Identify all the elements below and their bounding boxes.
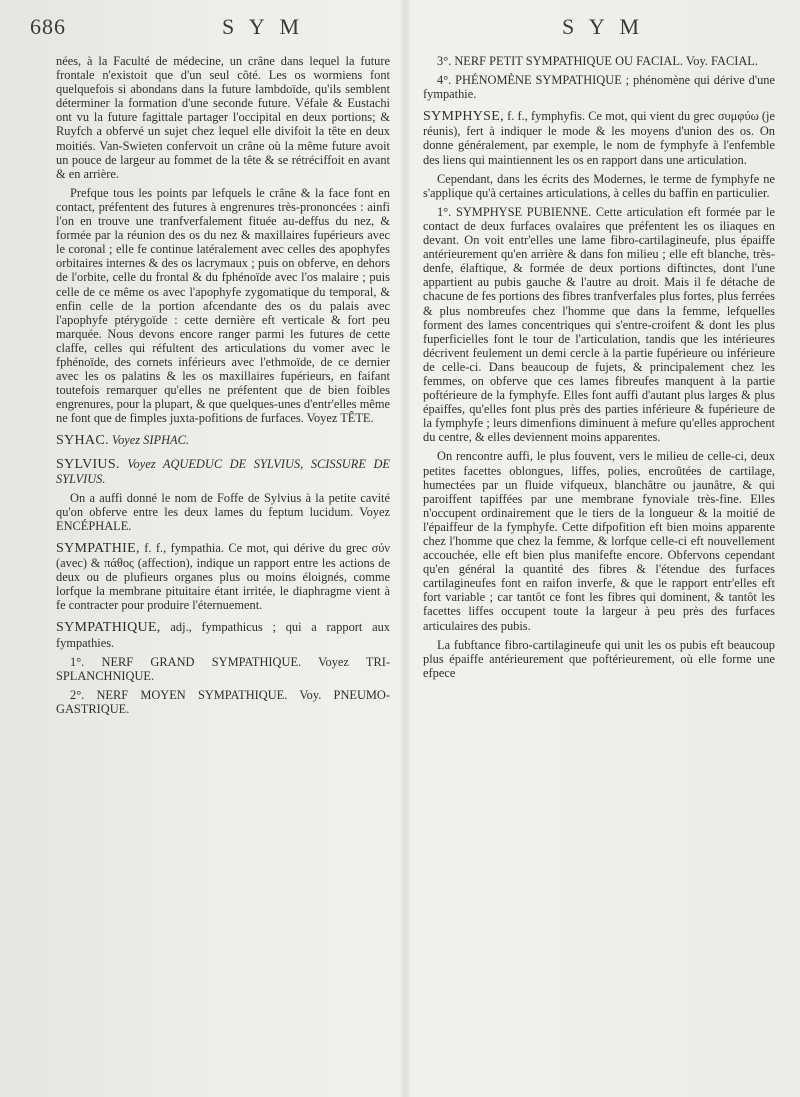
page-gutter-shadow (400, 0, 410, 1097)
symphyse-definition: f. f., fymphyfis. Ce mot, qui vient du grec συμφύω (je réunis), fert à indiquer le mode & les moyens d'union des os. On donne généralement, par exemple, le nom de fymphyfe à l'enfemble des liens qui maintiennent les os en rapport dans une articulation. (423, 109, 775, 167)
sympathique-definition: adj., fympathicus ; qui a rapport aux fympathies. (56, 620, 390, 650)
face-sutures-paragraph: Prefque tous les points par lefquels le crâne & la face font en contact, préfentent des futures à engrenures très-prononcées : ainfi l'on en trouve une tranfverfalement fituée au-deffus du nez, & formée par la réunion des os du nez & maxillaires fupérieurs avec le coronal ; elle fe continue latéralement avec celles des apophyfes orbitaires internes & des os lacrymaux ; puis on obferve, en dehors de l'orbite, celle du frontal & du fphénoïde avec l'os malaire ; puis celle de ce même os avec l'apophyfe zygomatique du temporal, & enfin celle de la portion afcendante des os du palais avec l'apophyfe ptérygoïde : cette dernière eft verticale & fort peu marquée. Nous devons encore ranger parmi les futures de cette claffe, celles qui réfultent des articulations du vomer avec le fphénoïde, des cornets inférieurs avec l'ethmoïde, de ce dernier avec les os palatins & les os maxillaires fupérieurs, en faifant toutefois remarquer qu'elles ne préfentent que de bien foibles engrenures, pour la plupart, & que quelques-unes d'entr'elles même ne font que de fimples juxta-pofitions de furfaces. Voyez TÊTE. (56, 185, 390, 426)
symphyse-moderns-paragraph: Cependant, dans les écrits des Modernes, le terme de fymphyfe ne s'applique qu'à certaines articulations, à celles du baffin en particulier. (423, 171, 775, 200)
page-number: 686 (30, 14, 66, 39)
sympathique-item-1: 1°. NERF GRAND SYMPATHIQUE. Voyez TRI-SPLANCHNIQUE. (56, 654, 390, 683)
sympathique-item-2: 2°. NERF MOYEN SYMPATHIQUE. Voy. PNEUMO-GASTRIQUE. (56, 687, 390, 716)
headword-syhac: SYHAC. (56, 433, 109, 449)
sympathique-item-3: 3°. NERF PETIT SYMPATHIQUE OU FACIAL. Voy. FACIAL. (437, 54, 758, 68)
right-column (423, 54, 775, 685)
symphyse-facettes-paragraph: On rencontre auffi, le plus fouvent, vers le milieu de celle-ci, deux petites facettes oblongues, liffes, polies, encroûtées de cartilage, humectées par un fluide vifqueux, blanchâtre ou jaunâtre, & qui paroiffent tapiffées par une membrane fynoviale très-fine. Elles n'occupent ordinairement que le tiers de la longueur & la moitié de l'épaiffeur de la fymphyfe. Cette difpofition eft bien moins apparente chez l'homme que chez la femme, & lorfque celle-ci eft nouvellement accouchée, elle eft bien plus manifefte encore. Obfervons cependant qu'en général la quantité des fibres & l'étendue des furfaces cartilagineufes font en raifon inverfe, & que le rapport entr'elles eft fort variable ; car tantôt ce font les fibres qui dominent, & tantôt les facettes liffes occupent toute la largeur à peu près des furfaces articulaires des pubis. (423, 449, 775, 633)
running-head-left: S Y M (222, 14, 305, 39)
headword-sylvius: SYLVIUS. (56, 456, 120, 472)
headword-sympathique: SYMPATHIQUE, (56, 620, 161, 636)
entry-syhac (56, 433, 390, 448)
running-head-right: S Y M (562, 14, 645, 39)
headword-sympathie: SYMPATHIE, (56, 541, 140, 556)
skull-sutures-paragraph: nées, à la Faculté de médecine, un crâne dans lequel la future frontale n'existoit que d'un seul côté. Les os wormiens font quelquefois si abondans dans la future lambdoïde, qu'ils semblent déterminer la formation d'une seconde future. Véfale & Eustachi ont vu la future fagittale partager l'occipital en deux portions; & Ruyfch a obfervé un sujet chez lequel elle divifoit la tête en deux moitiés. Van-Swieten confervoit un crâne où la même future avoit un pouce de largeur au fommet de la tête & se rétréciffoit en avant & en arrière. (56, 54, 390, 181)
left-column (56, 54, 390, 721)
symphyse-pubienne-paragraph: 1°. SYMPHYSE PUBIENNE. Cette articulation eft formée par le contact de deux furfaces ovalaires que préfentent les os iliaques en devant. On voit entr'elles une lame fibro-cartilagineufe, plus épaiffe antérieurement qu'en arrière & dans fon milieu ; elle eft blanche, très-denfe, élaftique, & formée de deux portions diftinctes, dont l'une appartient au pubis gauche & l'autre au droit. Mais il fe détache de chacune de fes portions des fibres tranfverfales plus fortes, plus ferrées & plus nombreufes chez l'homme que dans la femme, lefquelles forment des lames concentriques qui s'entre-croifent & dont les plus fuperficielles font le tour de l'articulation, tandis que les intérieures décrivent feulement un demi cercle à la partie fupérieure ou inférieure de celle-ci. Dans beaucoup de fujets, & principalement chez les femmes, on obferve que ces lames fibreufes manquent à la partie poftérieure de la fymphyfe. Elles font auffi d'autant plus larges & plus épaiffes, qu'elles font plus près des parties inférieure & fupérieure de la fymphyfe ; leurs dimenfions diminuent à mefure qu'elles approchent du centre, & elles deviennent moins apparentes. (423, 204, 775, 445)
running-head (0, 14, 800, 44)
sympathie-definition: f. f., fympathia. Ce mot, qui dérive du grec σύν (avec) & πάθος (affection), indique un rapport entre les actions de deux ou de plufieurs organes plus ou moins éloignés, comme lorfque la membrane pituitaire étant irritée, le diaphragme vient à fe contracter pour produire l'éternuement. (56, 541, 390, 613)
headword-symphyse: SYMPHYSE, (423, 109, 504, 125)
symphyse-substance-paragraph: La fubftance fibro-cartilagineufe qui unit les os pubis eft beaucoup plus épaiffe antérieurement que poftérieurement, où elle forme une efpece (423, 637, 775, 680)
entry-sympathie (56, 541, 390, 612)
sylvius-crossref: Voyez AQUEDUC DE SYLVIUS, SCISSURE DE SYLVIUS. (56, 456, 390, 486)
entry-symphyse (423, 109, 775, 166)
sylvius-definition: On a auffi donné le nom de Foffe de Sylvius à la petite cavité qu'on obferve entre les deux lames du feptum lucidum. Voyez ENCÉPHALE. (56, 490, 390, 533)
entry-sylvius (56, 457, 390, 486)
entry-sympathique (56, 620, 390, 649)
sympathique-item-4: 4°. PHÉNOMÈNE SYMPATHIQUE ; phénomène qui dérive d'une fympathie. (423, 73, 775, 102)
syhac-crossref: Voyez SIPHAC. (111, 433, 189, 448)
